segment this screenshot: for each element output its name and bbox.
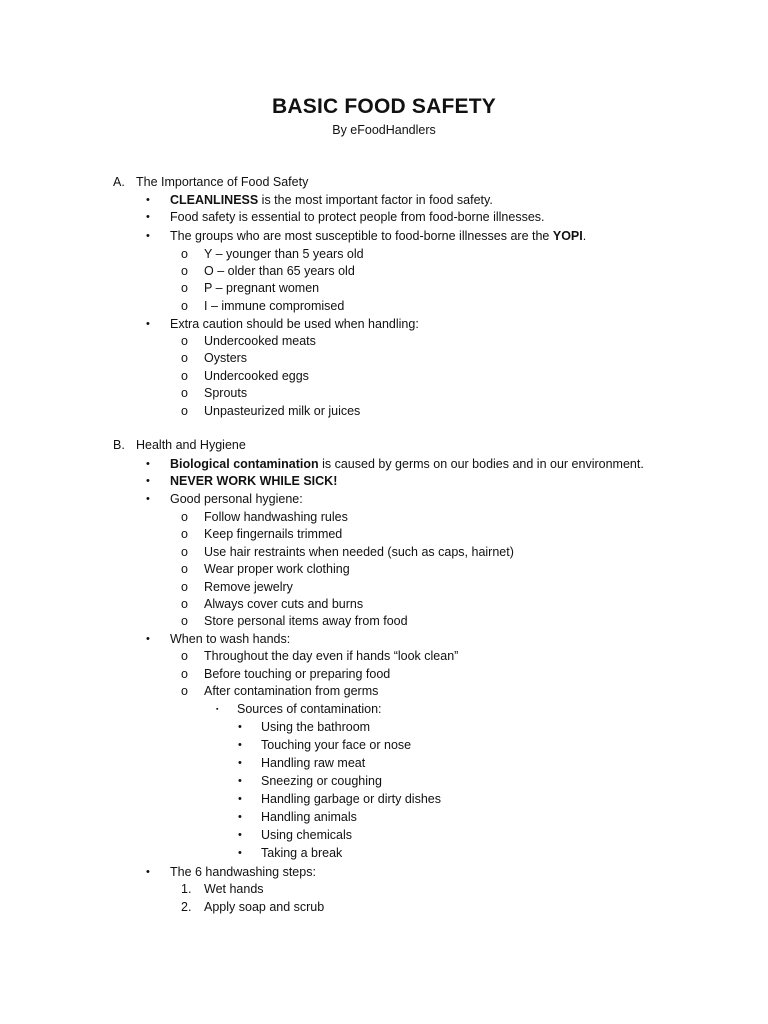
circle-bullet-icon: o xyxy=(181,247,188,261)
bullet-icon: • xyxy=(238,721,242,733)
bullet-icon: • xyxy=(146,230,150,242)
body-text: . xyxy=(582,229,587,243)
section-b-heading: Health and Hygiene xyxy=(136,438,246,452)
square-bullet-icon: ▪ xyxy=(216,706,219,713)
list-item xyxy=(170,456,644,473)
bullet-icon: • xyxy=(146,458,150,470)
bullet-icon: • xyxy=(238,811,242,823)
list-item: Always cover cuts and burns xyxy=(204,597,364,611)
list-item: Handling raw meat xyxy=(261,756,366,770)
circle-bullet-icon: o xyxy=(181,614,188,628)
list-item: Remove jewelry xyxy=(204,580,293,594)
list-item: The 6 handwashing steps: xyxy=(170,865,316,879)
section-a-heading: The Importance of Food Safety xyxy=(136,175,309,189)
circle-bullet-icon: o xyxy=(181,351,188,365)
circle-bullet-icon: o xyxy=(181,386,188,400)
list-item: Wet hands xyxy=(204,882,264,896)
list-item: Using the bathroom xyxy=(261,720,371,734)
list-item: Throughout the day even if hands “look clean” xyxy=(204,649,459,663)
step-number: 2. xyxy=(181,900,192,914)
bullet-icon: • xyxy=(238,757,242,769)
circle-bullet-icon: o xyxy=(181,597,188,611)
bullet-icon: • xyxy=(146,633,150,645)
circle-bullet-icon: o xyxy=(181,264,188,278)
circle-bullet-icon: o xyxy=(181,562,188,576)
list-item: Undercooked eggs xyxy=(204,369,309,383)
list-item: Handling garbage or dirty dishes xyxy=(261,792,441,806)
list-item: Unpasteurized milk or juices xyxy=(204,404,361,418)
page-subtitle: By eFoodHandlers xyxy=(332,123,436,137)
list-item: Using chemicals xyxy=(261,828,353,842)
list-item: Follow handwashing rules xyxy=(204,510,348,524)
list-item: Handling animals xyxy=(261,810,357,824)
list-item: Taking a break xyxy=(261,846,343,860)
list-item xyxy=(170,192,493,209)
page-title: BASIC FOOD SAFETY xyxy=(272,95,496,118)
list-item: Before touching or preparing food xyxy=(204,667,391,681)
circle-bullet-icon: o xyxy=(181,281,188,295)
bullet-icon: • xyxy=(238,793,242,805)
list-item: Undercooked meats xyxy=(204,334,316,348)
circle-bullet-icon: o xyxy=(181,510,188,524)
list-item: When to wash hands: xyxy=(170,632,291,646)
bullet-icon: • xyxy=(146,475,150,487)
list-item: Extra caution should be used when handling: xyxy=(170,317,419,331)
bullet-icon: • xyxy=(146,194,150,206)
bullet-icon: • xyxy=(146,211,150,223)
list-item: Touching your face or nose xyxy=(261,738,412,752)
circle-bullet-icon: o xyxy=(181,299,188,313)
bullet-icon: • xyxy=(238,739,242,751)
list-item: Oysters xyxy=(204,351,248,365)
list-item: O – older than 65 years old xyxy=(204,264,355,278)
bullet-icon: • xyxy=(238,775,242,787)
circle-bullet-icon: o xyxy=(181,404,188,418)
circle-bullet-icon: o xyxy=(181,334,188,348)
list-item: Sprouts xyxy=(204,386,248,400)
list-item: NEVER WORK WHILE SICK! xyxy=(170,474,338,488)
list-item: Apply soap and scrub xyxy=(204,900,325,914)
circle-bullet-icon: o xyxy=(181,545,188,559)
list-item: Sneezing or coughing xyxy=(261,774,382,788)
list-item: I – immune compromised xyxy=(204,299,345,313)
circle-bullet-icon: o xyxy=(181,684,188,698)
bullet-icon: • xyxy=(238,847,242,859)
list-item xyxy=(170,228,586,245)
list-item: P – pregnant women xyxy=(204,281,320,295)
bullet-icon: • xyxy=(146,318,150,330)
bullet-icon: • xyxy=(146,493,150,505)
section-a-letter: A. xyxy=(113,175,125,189)
list-item: Food safety is essential to protect people from food-borne illnesses. xyxy=(170,210,545,224)
circle-bullet-icon: o xyxy=(181,369,188,383)
body-text: is caused by germs on our bodies and in our environment. xyxy=(318,457,644,471)
list-item: Keep fingernails trimmed xyxy=(204,527,343,541)
list-item: Good personal hygiene: xyxy=(170,492,303,506)
list-item: After contamination from germs xyxy=(204,684,379,698)
bullet-icon: • xyxy=(238,829,242,841)
emphasis-text: CLEANLINESS xyxy=(170,193,259,207)
circle-bullet-icon: o xyxy=(181,580,188,594)
list-item: Wear proper work clothing xyxy=(204,562,350,576)
emphasis-text: Biological contamination xyxy=(170,457,319,471)
section-b-letter: B. xyxy=(113,438,125,452)
emphasis-text: YOPI xyxy=(552,229,583,243)
list-item: Sources of contamination: xyxy=(237,702,382,716)
bullet-icon: • xyxy=(146,866,150,878)
circle-bullet-icon: o xyxy=(181,527,188,541)
circle-bullet-icon: o xyxy=(181,649,188,663)
body-text: The groups who are most susceptible to food-borne illnesses are the xyxy=(170,229,553,243)
step-number: 1. xyxy=(181,882,192,896)
list-item: Use hair restraints when needed (such as caps, hairnet) xyxy=(204,545,514,559)
circle-bullet-icon: o xyxy=(181,667,188,681)
list-item: Store personal items away from food xyxy=(204,614,408,628)
list-item: Y – younger than 5 years old xyxy=(204,247,364,261)
body-text: is the most important factor in food safety. xyxy=(258,193,493,207)
